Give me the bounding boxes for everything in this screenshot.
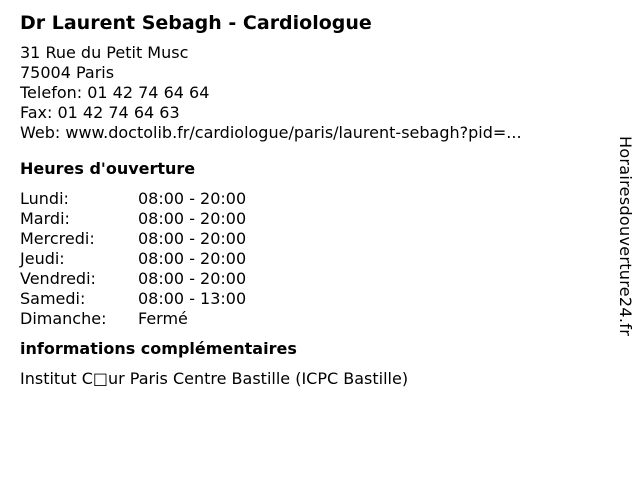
day-label: Samedi:	[20, 289, 86, 308]
additional-info-heading: informations complémentaires	[20, 339, 297, 358]
time-value: 08:00 - 20:00	[138, 209, 247, 228]
day-label: Vendredi:	[20, 269, 96, 288]
hours-row-friday	[20, 269, 600, 289]
time-value: 08:00 - 20:00	[138, 249, 247, 268]
hours-row-monday	[20, 189, 600, 209]
opening-hours-heading: Heures d'ouverture	[20, 159, 196, 178]
additional-info-text: Institut C□ur Paris Centre Bastille (ICPC Bastille)	[20, 369, 409, 388]
opening-hours-table	[20, 189, 600, 329]
page-title: Dr Laurent Sebagh - Cardiologue	[20, 12, 372, 34]
city-address: 75004 Paris	[20, 63, 115, 82]
time-value: 08:00 - 13:00	[138, 289, 247, 308]
street-address: 31 Rue du Petit Musc	[20, 43, 189, 62]
hours-row-sunday	[20, 309, 600, 329]
hours-row-wednesday	[20, 229, 600, 249]
content	[20, 11, 600, 389]
day-label: Jeudi:	[20, 249, 65, 268]
time-value: Fermé	[138, 309, 188, 328]
day-label: Dimanche:	[20, 309, 107, 328]
fax-number: Fax: 01 42 74 64 63	[20, 103, 180, 122]
time-value: 08:00 - 20:00	[138, 189, 247, 208]
day-label: Mercredi:	[20, 229, 95, 248]
phone-number: Telefon: 01 42 74 64 64	[20, 83, 210, 102]
hours-row-saturday	[20, 289, 600, 309]
time-value: 08:00 - 20:00	[138, 229, 247, 248]
hours-row-thursday	[20, 249, 600, 269]
day-label: Mardi:	[20, 209, 70, 228]
site-brand: Horairesdouverture24.fr	[616, 136, 635, 337]
hours-row-tuesday	[20, 209, 600, 229]
day-label: Lundi:	[20, 189, 69, 208]
website-link[interactable]: Web: www.doctolib.fr/cardiologue/paris/laurent-sebagh?pid=...	[20, 123, 522, 142]
time-value: 08:00 - 20:00	[138, 269, 247, 288]
contact-block	[20, 43, 600, 143]
